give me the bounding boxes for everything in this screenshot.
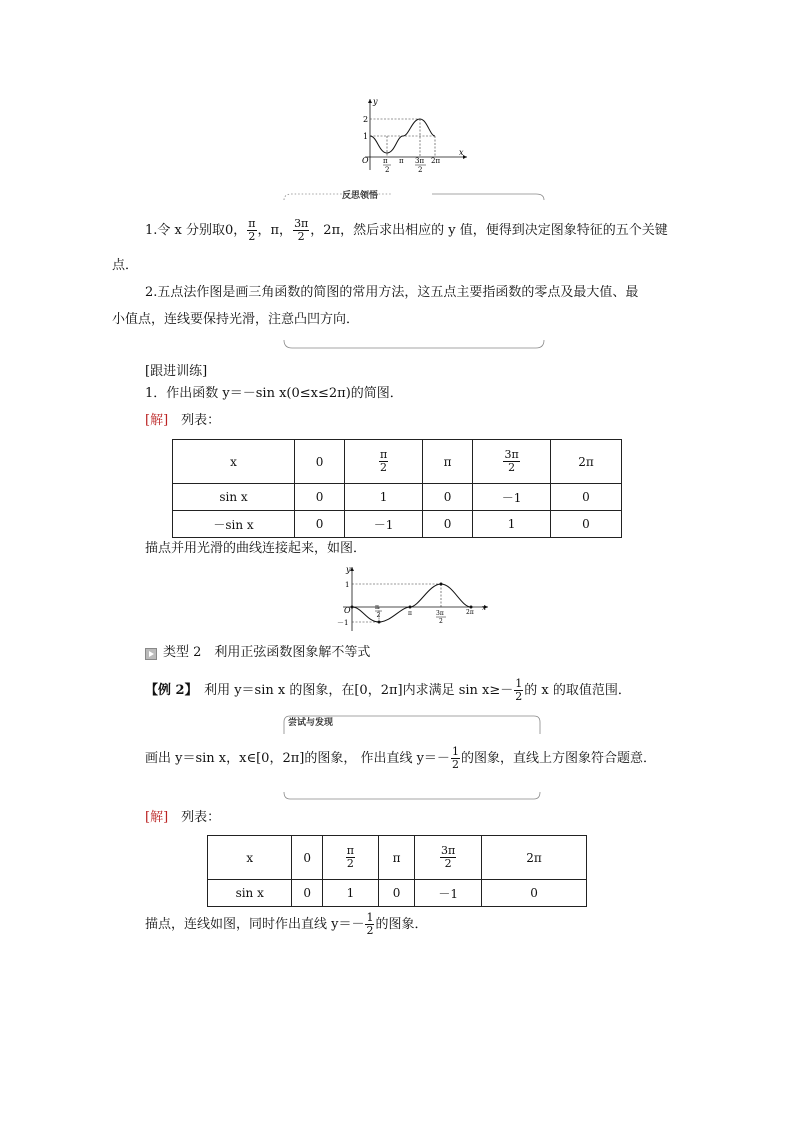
- explore-badge: 尝试与发现: [288, 718, 334, 728]
- table-row: sin x 0 1 0 －1 0: [173, 484, 622, 511]
- training-heading: [跟进训练]: [145, 364, 208, 379]
- graph-2-xtick-3pi-2-num: 3π: [436, 610, 444, 617]
- training-table: [172, 439, 622, 538]
- graph-1-y-label: y: [373, 97, 378, 106]
- graph-1-x-label: x: [459, 148, 464, 157]
- explore-box-bottom: [282, 790, 542, 802]
- reflection-box-top: [282, 188, 546, 202]
- reflection-p1-cont: 点．: [112, 258, 139, 273]
- type2-marker-icon: [145, 648, 157, 660]
- solution-tag: [解]: [145, 413, 169, 428]
- reflection-badge: 反思领悟: [342, 191, 379, 201]
- training-after: 描点并用光滑的曲线连接起来，如图．: [145, 541, 367, 556]
- graph-2-xtick-pi: π: [408, 610, 412, 617]
- graph-2-ytick-1: 1: [345, 581, 350, 589]
- graph-1-xtick-pi: π: [399, 157, 404, 165]
- graph-2-ytick-neg1: －1: [337, 619, 349, 627]
- explore-text: 画出 y＝sin x，x∈[0，2π]的图象， 作出直线 y＝－ $\frac{1}{2}$ 的图象，直线上方图象符合题意．: [145, 745, 656, 771]
- reflection-p1: 1.令 x 分别取0， $\frac{\pi}{2}$ ，π， $\frac{3\pi}{2}$ ，2π，然后求出相应的 y 值，便得到决定图象特征的五个关键: [145, 217, 668, 243]
- solution2-table: [207, 835, 587, 907]
- graph-1-xtick-pi-2-den: 2: [385, 166, 390, 174]
- graph-2-origin: O: [344, 606, 351, 615]
- example2-question: 【例 2】 利用 y＝sin x 的图象，在[0，2π]内求满足 sin x≥－ $\frac{1}{2}$ 的 x 的取值范围．: [145, 677, 631, 703]
- type2-title: 类型 2 利用正弦函数图象解不等式: [163, 645, 371, 660]
- graph-1-ytick-2: 2: [363, 115, 369, 124]
- graph-2-xtick-pi-2-den: 2: [376, 612, 381, 619]
- graph-2-xtick-3pi-2-den: 2: [439, 618, 443, 625]
- solution2-label: [解] 列表：: [145, 810, 221, 825]
- frac-3pi-2: $\frac{3\pi}{2}$: [294, 217, 309, 243]
- table-row: x 0 $\frac{\pi}{2}$ π $\frac{3\pi}{2}$ 2π: [208, 836, 587, 880]
- table-row: －sin x 0 －1 0 1 0: [173, 511, 622, 538]
- training-solution: [解] 列表：: [145, 413, 221, 428]
- frac-pi-2: $\frac{\pi}{2}$: [248, 217, 256, 243]
- graph-1-xtick-3pi-2-den: 2: [418, 166, 423, 174]
- solution2-after: 描点，连线如图，同时作出直线 y＝－ $\frac{1}{2}$ 的图象．: [145, 911, 428, 937]
- reflection-box-bottom: [282, 338, 546, 352]
- graph-1-ytick-1: 1: [363, 132, 369, 141]
- graph-1-xtick-2pi: 2π: [431, 157, 441, 165]
- table-row: sin x 0 1 0 －1 0: [208, 880, 587, 907]
- graph-1-xtick-pi-2-num: π: [383, 157, 388, 165]
- graph-2-xtick-2pi: 2π: [466, 609, 474, 616]
- training-question: 1．作出函数 y＝－sin x(0≤x≤2π)的简图．: [145, 386, 403, 401]
- reflection-p2-line2: 小值点，连线要保持光滑，注意凸凹方向．: [112, 312, 360, 327]
- solution2-tag: [解]: [145, 810, 169, 825]
- graph-1: [355, 95, 475, 175]
- graph-1-xtick-3pi-2-num: 3π: [415, 157, 425, 165]
- graph-2-y-label: y: [346, 565, 351, 574]
- graph-1-origin: O: [362, 156, 369, 165]
- example2-tag: 【例 2】: [145, 683, 192, 698]
- table-row: x 0 $\frac{\pi}{2}$ π $\frac{3\pi}{2}$ 2π: [173, 440, 622, 484]
- graph-2: [335, 563, 495, 635]
- graph-2-x-label: x: [482, 604, 486, 612]
- reflection-p2-line1: 2.五点法作图是画三角函数的简图的常用方法，这五点主要指函数的零点及最大值、最: [145, 285, 639, 300]
- graph-2-xtick-pi-2-num: π: [375, 604, 379, 611]
